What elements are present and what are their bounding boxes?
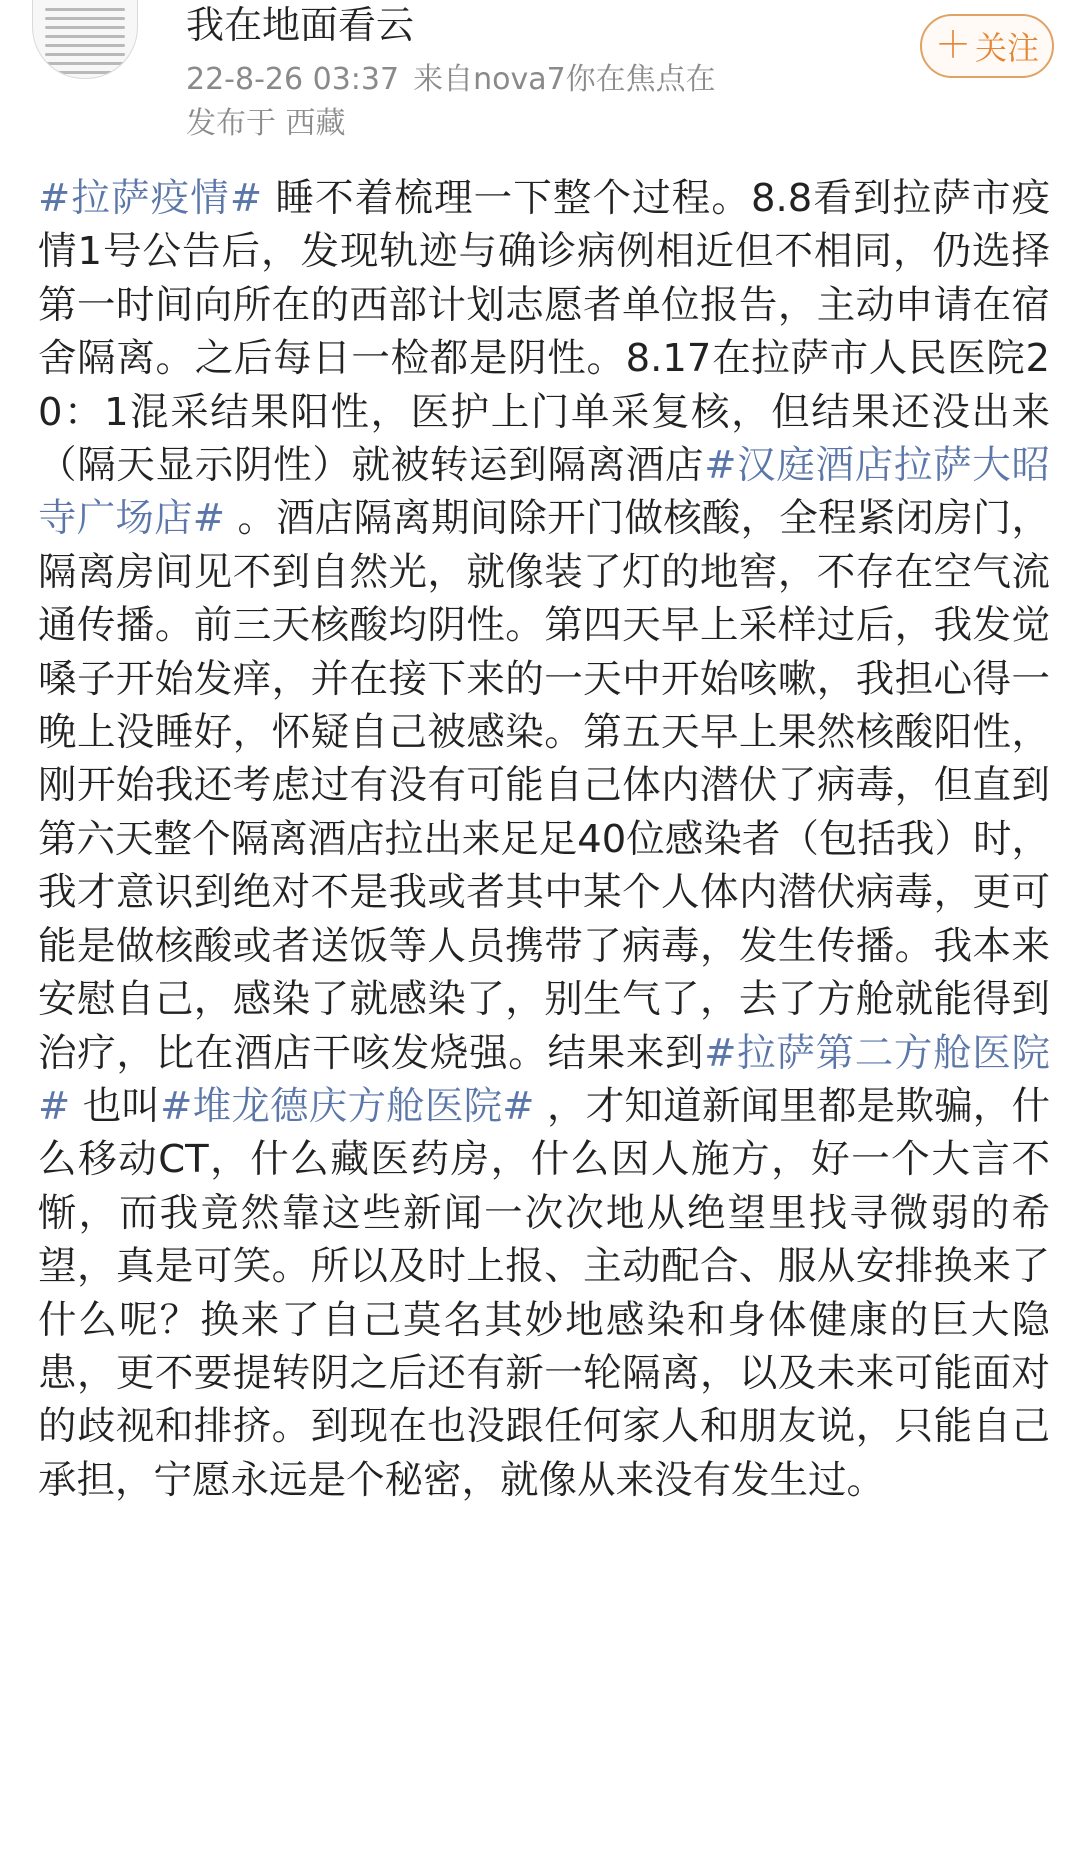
post-meta [186, 60, 730, 100]
post-text-part-1: 睡不着梳理一下整个过程。8.8看到拉萨市疫情1号公告后，发现轨迹与确诊病例相近但不相同，仍选择第一时间向所在的西部计划志愿者单位报告，主动申请在宿舍隔离。之后每日一检都是阴性。8.17在拉萨市人民医院20：1混采结果阳性，医护上门单采复核，但结果还没出来（隔天显示阴性）就被转运到隔离酒店 [38, 176, 1050, 489]
post-location: 发布于 西藏 [186, 106, 346, 141]
hashtag-hanting-hotel[interactable]: #汉庭酒店拉萨大昭寺广场店# [38, 443, 1050, 542]
post-body [38, 172, 1050, 1507]
post-text-part-3: 也叫 [70, 1083, 161, 1129]
follow-label: 关注 [975, 29, 1040, 67]
post-text-part-4: ，才知道新闻里都是欺骗，什么移动CT，什么藏医药房，什么因人施方，好一个大言不惭，而我竟然靠这些新闻一次次地从绝望里找寻微弱的希望，真是可笑。所以及时上报、主动配合、服从安排换来了什么呢？换来了自己莫名其妙地感染和身体健康的巨大隐患，更不要提转阴之后还有新一轮隔离，以及未来可能面对的歧视和排挤。到现在也没跟任何家人和朋友说，只能自己承担，宁愿永远是个秘密，就像从来没有发生过。 [38, 1083, 1050, 1503]
username[interactable]: 我在地面看云 [186, 3, 415, 47]
hashtag-lhasa-epidemic[interactable]: #拉萨疫情# [38, 176, 263, 221]
post-text-part-2: 。酒店隔离期间除开门做核酸，全程紧闭房门，隔离房间见不到自然光，就像装了灯的地窖，不存在空气流通传播。前三天核酸均阴性。第四天早上采样过后，我发觉嗓子开始发痒，并在接下来的一天中开始咳嗽，我担心得一晚上没睡好，怀疑自己被感染。第五天早上果然核酸阳性，刚开始我还考虑过有没有可能自己体内潜伏了病毒，但直到第六天整个隔离酒店拉出来足足40位感染者（包括我）时，我才意识到绝对不是我或者其中某个人体内潜伏病毒，更可能是做核酸或者送饭等人员携带了病毒，发生传播。我本来安慰自己，感染了就感染了，别生气了，去了方舱就能得到治疗，比在酒店干咳发烧强。结果来到 [38, 496, 1050, 1076]
hashtag-lhasa-second-fangcang[interactable]: #拉萨第二方舱医院# [38, 1030, 1050, 1129]
hashtag-duilongdeqing-fangcang[interactable]: #堆龙德庆方舱医院# [160, 1083, 535, 1129]
avatar-image [45, 8, 125, 79]
avatar[interactable] [32, 0, 138, 79]
post-header [0, 0, 1080, 150]
timestamp: 22-8-26 03:37 [186, 62, 400, 97]
follow-button[interactable] [920, 14, 1054, 78]
plus-icon: ＋ [934, 25, 971, 66]
post-source[interactable]: 来自nova7你在焦点在 [413, 62, 716, 97]
